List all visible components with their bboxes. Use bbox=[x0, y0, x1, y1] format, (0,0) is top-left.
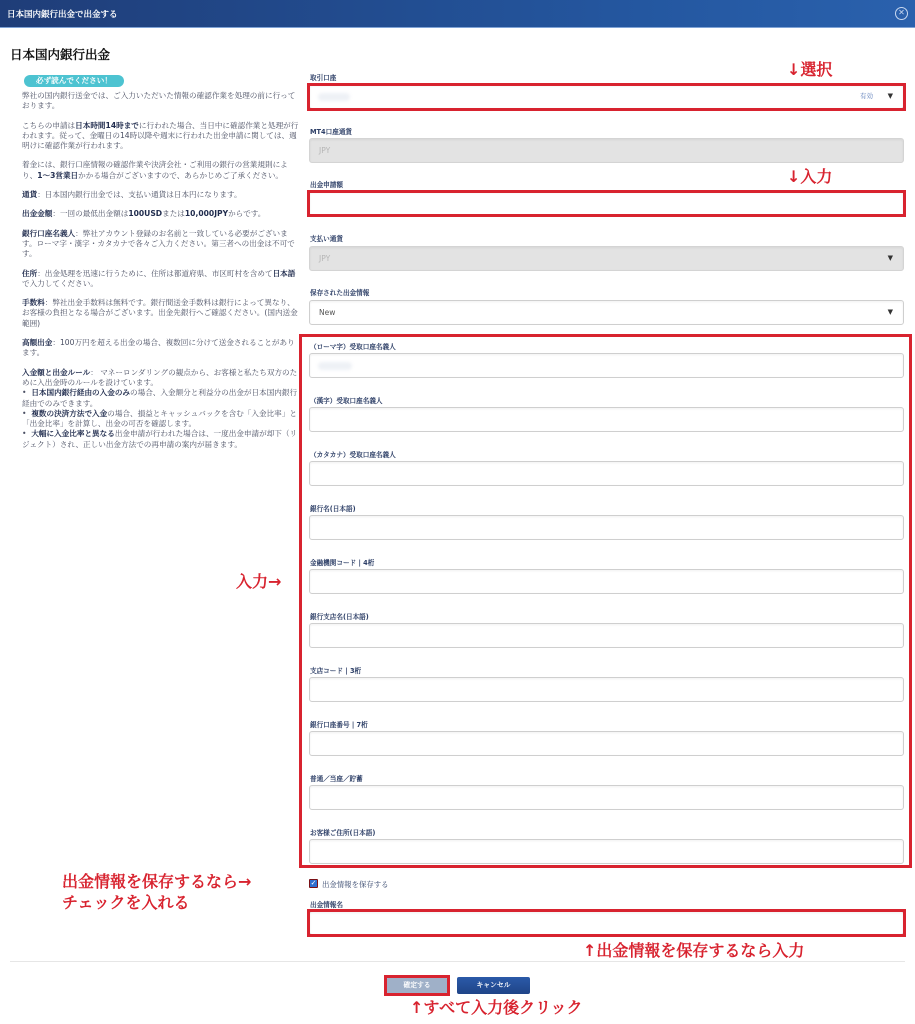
close-circle-icon[interactable]: ✕ bbox=[895, 7, 908, 20]
annotation-select: ↓選択 bbox=[787, 60, 833, 79]
info-paragraph: こちらの申請は日本時間14時までに行われた場合、当日中に確認作業と処理が行われます。従って、金曜日の14時以降や週末に行われた出金申請に関しては、週明けに確認作業が行われます。 bbox=[22, 120, 299, 151]
save-info-checkbox[interactable]: ✓ bbox=[310, 879, 317, 887]
trading-account-label: 取引口座 bbox=[310, 74, 337, 82]
save-name-input[interactable] bbox=[309, 911, 904, 935]
save-info-checkbox-label: 出金情報を保存する bbox=[322, 880, 389, 889]
must-read-badge: 必ず読んでください！ bbox=[24, 75, 124, 87]
footer-divider bbox=[10, 961, 905, 962]
katakana-holder-label: （カタカナ）受取口座名義人 bbox=[310, 451, 396, 459]
caret-down-icon: ▼ bbox=[887, 92, 893, 100]
bank-name-input[interactable] bbox=[309, 515, 904, 540]
annotation-input-left: 入力→ bbox=[236, 572, 282, 591]
info-holder: 銀行口座名義人：弊社アカウント登録のお名前と一致している必要がございます。ローマ字・漢字・カタカナで各々ご入力ください。第三者への出金は不可です。 bbox=[22, 228, 295, 259]
cancel-button[interactable]: キャンセル bbox=[457, 977, 530, 994]
address-label: お客様ご住所(日本語) bbox=[310, 829, 376, 837]
payment-currency-label: 支払い通貨 bbox=[310, 235, 343, 243]
amount-input[interactable] bbox=[309, 191, 904, 216]
annotation-input-amount: ↓入力 bbox=[787, 167, 833, 186]
katakana-holder-input[interactable] bbox=[309, 461, 904, 486]
info-currency: 通貨：日本国内銀行出金では、支払い通貨は日本円になります。 bbox=[22, 190, 242, 200]
bank-code-input[interactable] bbox=[309, 569, 904, 594]
annotation-submit: ↑すべて入力後クリック bbox=[410, 998, 583, 1017]
account-type-label: 普通／当座／貯蓄 bbox=[310, 775, 363, 783]
account-type-input[interactable] bbox=[309, 785, 904, 810]
caret-down-icon: ▼ bbox=[887, 308, 893, 316]
save-name-label: 出金情報名 bbox=[310, 901, 343, 909]
rule-item: • 大幅に入金比率と異なる出金申請が行われた場合は、一度出金申請が却下（リジェクト）され、正しい出金方法での再申請の案内が届きます。 bbox=[22, 429, 298, 449]
saved-info-select[interactable]: New ▼ bbox=[309, 300, 904, 325]
page-title: 日本国内銀行出金 bbox=[10, 47, 111, 62]
info-paragraph: 着金には、銀行口座情報の確認作業や決済会社・ご利用の銀行の営業規則により、1〜3営業日かかる場合がございますので、あらかじめご了承ください。 bbox=[22, 160, 288, 180]
saved-info-label: 保存された出金情報 bbox=[310, 289, 370, 297]
info-paragraph: 弊社の国内銀行送金では、ご入力いただいた情報の確認作業を処理の前に行っております。 bbox=[22, 91, 296, 111]
romaji-holder-input[interactable] bbox=[309, 353, 904, 378]
trading-account-select[interactable] bbox=[309, 84, 904, 109]
kanji-holder-input[interactable] bbox=[309, 407, 904, 432]
info-fee: 手数料：弊社出金手数料は無料です。銀行間送金手数料は銀行によって異なり、お客様の負担となる場合がございます。出金先銀行へご確認ください。(国内送金範囲) bbox=[22, 298, 298, 328]
kanji-holder-label: （漢字）受取口座名義人 bbox=[310, 397, 383, 405]
info-panel bbox=[22, 75, 300, 450]
annotation-save-name: ↑出金情報を保存するなら入力 bbox=[583, 941, 805, 960]
payment-currency-select: JPY ▼ bbox=[309, 246, 904, 271]
bank-code-label: 金融機関コード | 4桁 bbox=[310, 559, 375, 567]
annotation-checkbox-line2: チェックを入れる bbox=[62, 893, 190, 912]
modal-header bbox=[0, 0, 915, 28]
bank-name-label: 銀行名(日本語) bbox=[310, 505, 356, 513]
branch-code-label: 支店コード | 3桁 bbox=[310, 667, 362, 675]
branch-name-input[interactable] bbox=[309, 623, 904, 648]
rule-item: • 複数の決済方法で入金の場合、損益とキャッシュバックを含む「入金比率」と「出金比率」を計算し、出金の可否を確認します。 bbox=[22, 408, 297, 429]
modal-title: 日本国内銀行出金で出金する bbox=[7, 10, 118, 20]
mt4-currency-field: JPY bbox=[309, 138, 904, 163]
rule-item: • 日本国内銀行経由の入金のみの場合、入金額分と利益分の出金が日本国内銀行経由でのみできます。 bbox=[22, 388, 298, 408]
masked-account bbox=[318, 93, 350, 101]
address-input[interactable] bbox=[309, 839, 904, 864]
confirm-button[interactable]: 確定する bbox=[387, 977, 447, 994]
masked-name bbox=[318, 362, 352, 370]
account-number-label: 銀行口座番号 | 7桁 bbox=[310, 721, 368, 729]
info-large: 高額出金：100万円を超える出金の場合、複数回に分けて送金されることがあります。 bbox=[22, 338, 295, 358]
mt4-currency-label: MT4口座通貨 bbox=[310, 128, 353, 136]
info-address: 住所：出金処理を迅速に行うために、住所は都道府県、市区町村を含めて日本語で入力してください。 bbox=[22, 268, 296, 288]
branch-name-label: 銀行支店名(日本語) bbox=[310, 613, 369, 621]
annotation-checkbox-line1: 出金情報を保存するなら→ bbox=[62, 872, 252, 891]
account-status: 有効 bbox=[860, 92, 873, 100]
branch-code-input[interactable] bbox=[309, 677, 904, 702]
romaji-holder-label: （ローマ字）受取口座名義人 bbox=[310, 343, 396, 351]
amount-label: 出金申請額 bbox=[310, 181, 343, 189]
info-amount: 出金金額：一回の最低出金額は100USDまたは10,000JPYからです。 bbox=[22, 209, 266, 219]
account-number-input[interactable] bbox=[309, 731, 904, 756]
info-rules: 入金額と出金ルール： マネーロンダリングの観点から、お客様と私たち双方のために入出金時のルールを設けています。 • 日本国内銀行経由の入金のみの場合、入金額分と利益分の出金が日本国内銀行経由でのみできます。 • 複数の決済方法で入金の場合、損益とキャッシュバックを含む「入金比率」と「出金比率」を計算し、出金の可否を確認します。 • 大幅に入金比率と異なる出金申請が行われた場合は、一度出金申請が却下（リジェクト）され、正しい出金方法での再申請の案内が届きます。 bbox=[22, 368, 300, 450]
caret-down-icon: ▼ bbox=[887, 254, 893, 262]
